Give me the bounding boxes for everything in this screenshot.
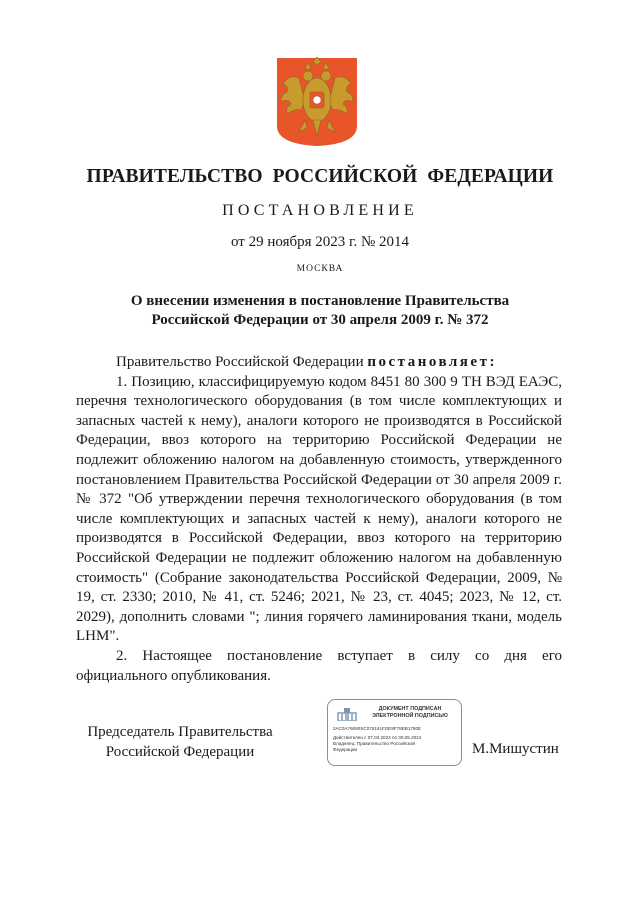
government-title: ПРАВИТЕЛЬСТВО РОССИЙСКОЙ ФЕДЕРАЦИИ [86,166,554,187]
stamp-certificate: 2AC0A76090SC076161FDE9F78EB1780E [333,726,422,731]
signer-position-line-1: Председатель Правительства [87,724,273,740]
stamp-title [364,706,456,720]
intro-verb: постановляет: [367,354,497,370]
signer-position-line-2: Российской Федерации [105,744,255,760]
stamp-owner-line-1: Владелец: Правительство Российской [333,741,415,746]
intro-paragraph [76,353,562,373]
document-body [76,353,562,686]
paragraph-2: 2. Настоящее постановление вступает в силу со дня его официального опубликования. [76,647,562,684]
stamp-owner-line-2: Федерации [333,747,358,752]
subject-line-1: О внесении изменения в постановление Правительства [130,293,510,309]
coat-of-arms-emblem [275,56,359,148]
document-city: МОСКВА [296,264,344,274]
electronic-signature-stamp [327,699,462,766]
signer-name: М.Мишустин [472,741,559,757]
signer-position [80,722,280,762]
document-date-number: от 29 ноября 2023 г. № 2014 [230,234,410,250]
intro-subject: Правительство Российской Федерации [116,354,364,370]
paragraph-1: 1. Позицию, классифицируемую кодом 8451 80 300 9 ТН ВЭД ЕАЭС, перечня технологического оборудования (в том числе комплектующих и запасных частей к нему), аналоги которого не производятся в Российской Федерации, ввоз которого на территорию Российской Федерации не подлежит обложению налогом на добавленную стоимость, утвержденного постановлением Правительства Российской Федерации от 30 апреля 2009 г. № 372 "Об утверждении перечня технологического оборудования (в том числе комплектующих и запасных частей к нему), аналоги которого не производятся в Российской Федерации, ввоз которого на территорию Российской Федерации не подлежит обложению налогом на добавленную стоимость" (Собрание законодательства Российской Федерации, 2009, № 19, ст. 2330; 2010, № 41, ст. 5246; 2021, № 23, ст. 4045; 2023, № 12, ст. 2029), дополнить словами "; линия горячего ламинирования ткани, модель LHM". [76,373,562,645]
stamp-title-line-2: ЭЛЕКТРОННОЙ ПОДПИСЬЮ [372,713,448,719]
document-subject [100,292,540,330]
stamp-validity: Действителен с 07.03.2023 по 30.05.2024 [333,735,422,740]
document-type: ПОСТАНОВЛЕНИЕ [222,202,418,219]
subject-line-2: Российской Федерации от 30 апреля 2009 г. № 372 [151,312,489,328]
building-icon [336,707,358,722]
stamp-title-line-1: ДОКУМЕНТ ПОДПИСАН [378,706,442,712]
